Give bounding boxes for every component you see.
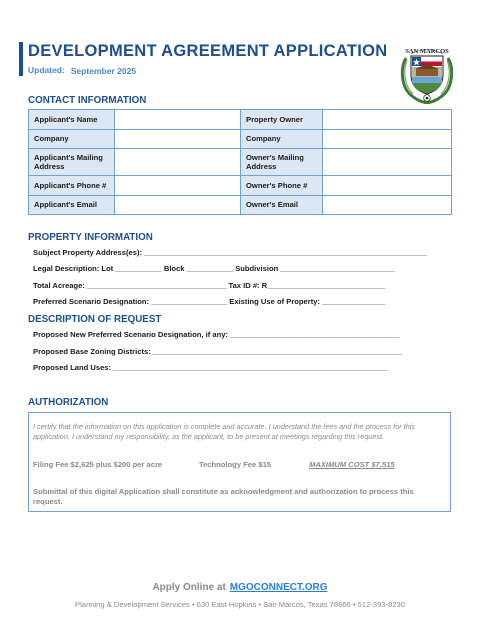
new-scenario-line[interactable]: Proposed New Preferred Scenario Designation, if any: ________________________________________ — [33, 330, 399, 339]
owner-address-label: Owner's Mailing Address — [241, 149, 323, 176]
seal-text: SAN MARCOS — [405, 48, 449, 55]
mgoconnect-link[interactable]: MGOCONNECT.ORG — [229, 582, 328, 593]
apply-online-line — [0, 582, 480, 593]
city-seal-logo — [398, 42, 456, 104]
authorization-heading: AUTHORIZATION — [28, 397, 109, 408]
applicant-email-field[interactable] — [115, 195, 241, 215]
owner-email-field[interactable] — [323, 195, 452, 215]
filing-fee: Filing Fee $2,625 plus $200 per acre — [33, 460, 163, 469]
land-uses-line[interactable]: Proposed Land Uses: _________________________________________________________________ — [33, 363, 388, 372]
applicant-address-field[interactable] — [115, 149, 241, 176]
table-row — [29, 195, 452, 215]
updated-line — [28, 65, 136, 75]
applicant-name-field[interactable] — [115, 110, 241, 130]
zoning-districts-line[interactable]: Proposed Base Zoning Districts: ___________________________________________________________ — [33, 347, 403, 356]
owner-company-label: Company — [241, 129, 323, 149]
table-row — [29, 176, 452, 196]
applicant-email-label: Applicant's Email — [29, 195, 115, 215]
submittal-text: Submittal of this digital Application shall constitute as acknowledgment and authorization to process this request. — [33, 487, 414, 507]
table-row — [29, 110, 452, 130]
owner-phone-label: Owner's Phone # — [241, 176, 323, 196]
owner-phone-field[interactable] — [323, 176, 452, 196]
certification-text: I certify that the information on this application is complete and accurate. I understand the fees and the process for this application. I understand my responsibility, as the applicant, to be present at meetings regarding this request. — [33, 422, 416, 441]
applicant-company-field[interactable] — [115, 129, 241, 149]
applicant-company-label: Company — [29, 129, 115, 149]
updated-date: September 2025 — [70, 66, 137, 76]
applicant-address-label: Applicant's Mailing Address — [29, 149, 115, 176]
page-title: DEVELOPMENT AGREEMENT APPLICATION — [28, 42, 388, 60]
acreage-tax-line[interactable]: Total Acreage: _________________________________ Tax ID #: R____________________________ — [33, 281, 386, 290]
description-heading: DESCRIPTION OF REQUEST — [28, 314, 162, 325]
owner-email-label: Owner's Email — [241, 195, 323, 215]
updated-label: Updated: — [28, 65, 65, 75]
applicant-phone-field[interactable] — [115, 176, 241, 196]
property-owner-label: Property Owner — [241, 110, 323, 130]
applicant-name-label: Applicant's Name — [29, 110, 115, 130]
footer-address: Planning & Development Services • 630 East Hopkins • San Marcos, Texas 78666 • 512-393-8230 — [75, 600, 405, 609]
subject-address-line[interactable]: Subject Property Address(es): ___________________________________________________________________ — [33, 248, 428, 257]
owner-company-field[interactable] — [323, 129, 452, 149]
contact-table — [28, 109, 452, 215]
scenario-use-line[interactable]: Preferred Scenario Designation: __________________ Existing Use of Property: _______________ — [33, 297, 386, 306]
legal-description-line[interactable]: Legal Description: Lot ___________ Block ___________ Subdivision ___________________________ — [33, 264, 395, 273]
owner-address-field[interactable] — [323, 149, 452, 176]
apply-label: Apply Online at — [152, 582, 226, 593]
property-heading: PROPERTY INFORMATION — [28, 232, 153, 243]
authorization-box — [28, 412, 451, 512]
maximum-cost: MAXIMUM COST $7,515 — [309, 460, 395, 469]
table-row — [29, 149, 452, 176]
table-row — [29, 129, 452, 149]
applicant-phone-label: Applicant's Phone # — [29, 176, 115, 196]
technology-fee: Technology Fee $15 — [199, 460, 272, 469]
title-accent-bar — [19, 42, 23, 76]
contact-heading: CONTACT INFORMATION — [28, 95, 147, 106]
property-owner-field[interactable] — [323, 110, 452, 130]
